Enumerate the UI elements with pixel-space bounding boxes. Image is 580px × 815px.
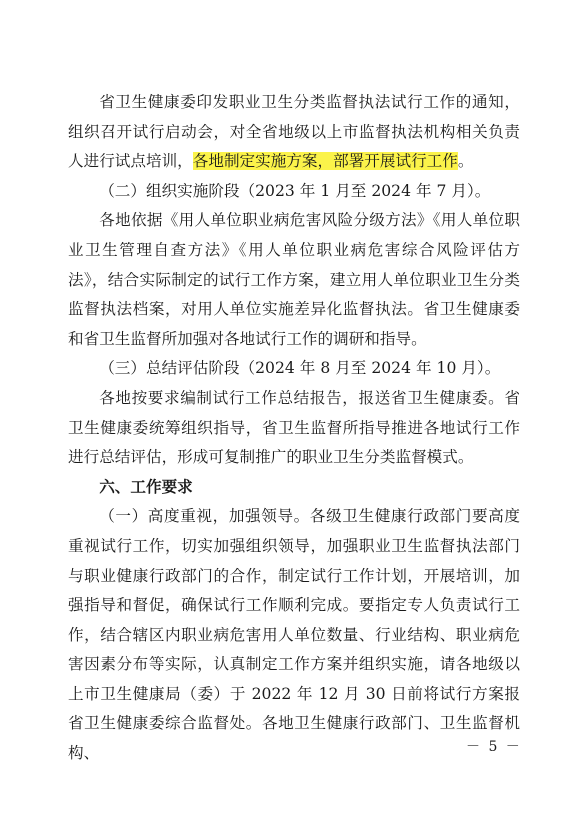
paragraph-notice-text: 省卫生健康委印发职业卫生分类监督执法试行工作的通知，组织召开试行启动会，对全省地级以上市监督执法机构相关负责人进行试点培训， (68, 93, 520, 171)
document-body (68, 88, 520, 769)
paragraph-requirements: （一）高度重视，加强领导。各级卫生健康行政部门要高度重视试行工作，切实加强组织领导，加强职业卫生监督执法部门与职业健康行政部门的合作，制定试行工作计划，开展培训，加强指导和督促，确保试行工作顺利完成。要指定专人负责试行工作，结合辖区内职业病危害用人单位数量、行业结构、职业病危害因素分布等实际，认真制定工作方案并组织实施，请各地级以上市卫生健康局（委）于 2022 年 12 月 30 日前将试行方案报省卫生健康委综合监督处。各地卫生健康行政部门、卫生监督机构、 (68, 507, 520, 763)
section-heading: 六、工作要求 (99, 477, 193, 496)
stage3-title: （三）总结评估阶段（2024 年 8 月至 2024 年 10 月）。 (99, 359, 501, 378)
paragraph-notice-end: 。 (457, 152, 474, 171)
highlighted-text: 各地制定实施方案，部署开展试行工作 (192, 152, 458, 171)
stage2-title: （二）组织实施阶段（2023 年 1 月至 2024 年 7 月）。 (99, 181, 491, 200)
page-number: － 5 － (466, 739, 522, 755)
paragraph-stage2: 各地依据《用人单位职业病危害风险分级方法》《用人单位职业卫生管理自查方法》《用人单位职业病危害综合风险评估方法》，结合实际制定的试行工作方案，建立用人单位职业卫生分类监督执法档案，对用人单位实施差异化监督执法。省卫生健康委和省卫生监督所加强对各地试行工作的调研和指导。 (68, 211, 520, 348)
paragraph-notice (68, 88, 520, 177)
paragraph-stage3: 各地按要求编制试行工作总结报告，报送省卫生健康委。省卫生健康委统筹组织指导，省卫生监督所指导推进各地试行工作进行总结评估，形成可复制推广的职业卫生分类监督模式。 (68, 388, 520, 467)
